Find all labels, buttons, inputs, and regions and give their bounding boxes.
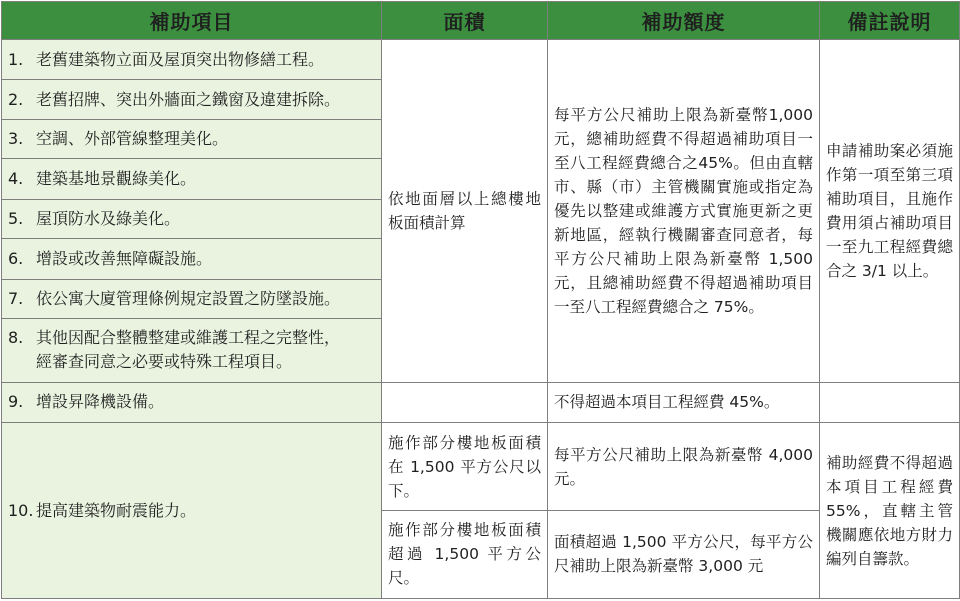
- subsidy-item9-cell: 不得超過本項目工程經費 45%。: [548, 382, 820, 422]
- area-item10a-cell: 施作部分樓地板面積在 1,500 平方公尺以下。: [382, 423, 548, 511]
- item-cell-5: [2, 199, 382, 238]
- header-remarks: 備註說明: [820, 2, 960, 40]
- item-number: 9.: [8, 392, 24, 412]
- subsidy-table: [1, 1, 960, 599]
- item-cell-7: [2, 279, 382, 318]
- item-text: 增設昇降機設備。: [36, 392, 165, 412]
- area-main-cell: 依地面層以上總樓地板面積計算: [382, 40, 548, 383]
- item-number: 6.: [8, 248, 24, 268]
- item-text: 建築基地景觀綠美化。: [36, 168, 197, 188]
- item-text: 提高建築物耐震能力。: [36, 500, 197, 520]
- note-item10-cell: 補助經費不得超過本項目工程經費 55%，直轄主管機關應依地方財力編列自籌款。: [820, 423, 960, 599]
- header-area: 面積: [382, 2, 548, 40]
- area-item9-cell: [382, 382, 548, 422]
- item-cell-3: [2, 119, 382, 158]
- subsidy-item10a-cell: 每平方公尺補助上限為新臺幣 4,000 元。: [548, 423, 820, 511]
- table-row: [2, 423, 960, 511]
- item-text: 老舊招牌、突出外牆面之鐵窗及違建拆除。: [36, 89, 341, 109]
- item-number: 5.: [8, 208, 24, 228]
- item-text: 空調、外部管線整理美化。: [36, 129, 229, 149]
- item-cell-6: [2, 239, 382, 279]
- item-cell-8: [2, 318, 382, 382]
- item-cell-10: [2, 423, 382, 599]
- subsidy-item10b-cell: 面積超過 1,500 平方公尺，每平方公尺補助上限為新臺幣 3,000 元: [548, 510, 820, 598]
- item-number: 10.: [8, 500, 34, 520]
- item-text-line2: 經審查同意之必要或特殊工程項目。: [36, 352, 293, 372]
- item-text: 老舊建築物立面及屋頂突出物修繕工程。: [36, 49, 325, 69]
- item-number: 7.: [8, 288, 24, 308]
- item-text: 增設或改善無障礙設施。: [36, 248, 213, 268]
- note-main-cell: 申請補助案必須施作第一項至第三項補助項目，且施作費用須占補助項目一至九工程經費總合之 3/1 以上。: [820, 40, 960, 383]
- item-number: 8.: [8, 328, 24, 348]
- subsidy-main-cell: 每平方公尺補助上限為新臺幣1,000 元，總補助經費不得超過補助項目一至八工程經費總合之45%。但由直轄市、縣（市）主管機關實施或指定為優先以整建或維護方式實施更新之更新地區，經執行機關審查同意者，每平方公尺補助上限為新臺幣 1,500 元，且總補助經費不得超過補助項目一至八工程經費總合之 75%。: [548, 40, 820, 383]
- item-text: 屋頂防水及綠美化。: [36, 208, 181, 228]
- item-cell-2: [2, 80, 382, 119]
- item-cell-9: [2, 382, 382, 422]
- item-text: 依公寓大廈管理條例規定設置之防墜設施。: [36, 288, 341, 308]
- item-number: 1.: [8, 49, 24, 69]
- header-subsidy-amount: 補助額度: [548, 2, 820, 40]
- item-number: 4.: [8, 168, 24, 188]
- item-number: 2.: [8, 89, 24, 109]
- table-row: [2, 40, 960, 80]
- note-item9-cell: [820, 382, 960, 422]
- item-cell-4: [2, 159, 382, 199]
- header-subsidy-item: 補助項目: [2, 2, 382, 40]
- header-row: [2, 2, 960, 40]
- item-cell-1: [2, 40, 382, 80]
- item-number: 3.: [8, 129, 24, 149]
- table-row: [2, 382, 960, 422]
- item-text: 其他因配合整體整建或維護工程之完整性，: [36, 328, 341, 348]
- area-item10b-cell: 施作部分樓地板面積超過 1,500 平方公尺。: [382, 510, 548, 598]
